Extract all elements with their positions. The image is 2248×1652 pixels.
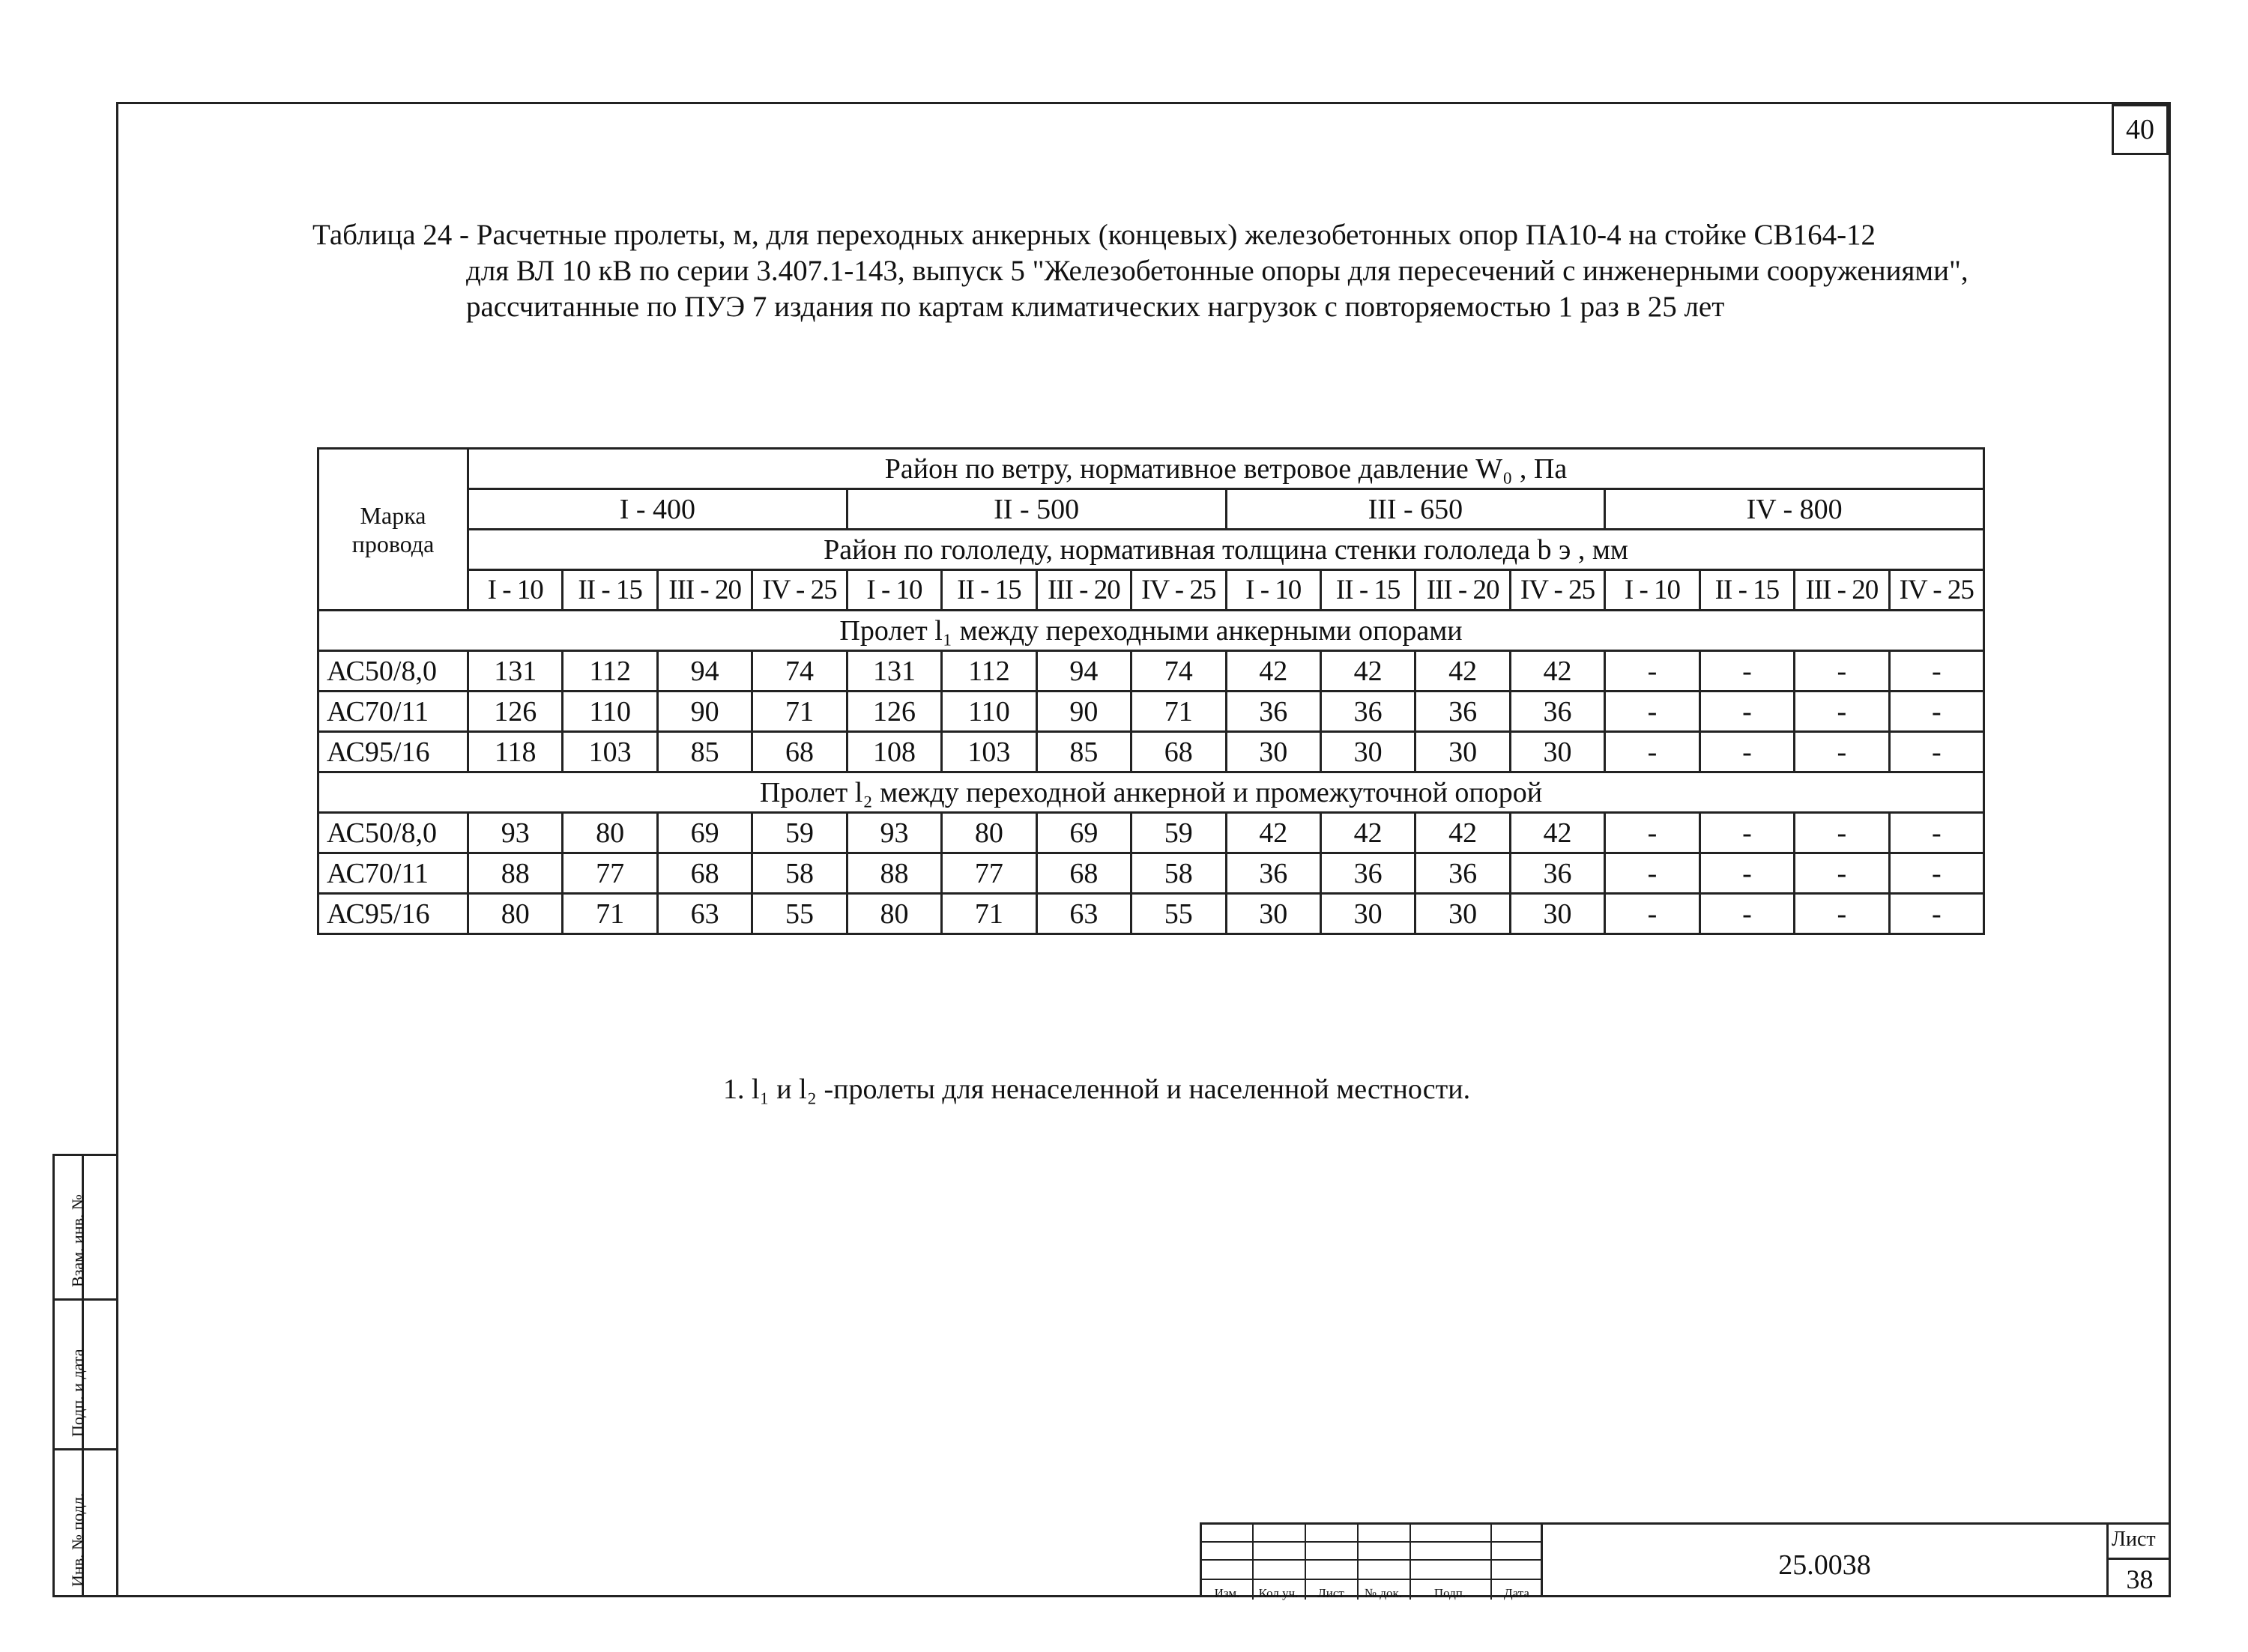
ice-region: III - 20 — [657, 570, 752, 611]
span-value-cell: 71 — [942, 894, 1036, 934]
span-value-cell: 59 — [1131, 813, 1226, 853]
span-value-cell: - — [1605, 853, 1699, 894]
span-value-cell: - — [1795, 692, 1889, 732]
stamp-column-label: Кол.уч. — [1258, 1586, 1299, 1600]
ice-region: IV - 25 — [752, 570, 847, 611]
table-row — [318, 853, 1984, 894]
span-value-cell: 131 — [468, 651, 563, 692]
caption-line-1: Таблица 24 - Расчетные пролеты, м, для переходных анкерных (концевых) железобетонных опор ПА10-4 на стойке СВ164-12 — [312, 219, 1876, 251]
span-value-cell: 30 — [1415, 732, 1510, 772]
span-value-cell: 30 — [1320, 894, 1415, 934]
span-value-cell: 68 — [1036, 853, 1131, 894]
span-value-cell: 126 — [847, 692, 941, 732]
span-value-cell: 88 — [468, 853, 563, 894]
ice-region: III - 20 — [1036, 570, 1131, 611]
span-value-cell: 59 — [752, 813, 847, 853]
span-value-cell: 42 — [1320, 651, 1415, 692]
span-value-cell: - — [1605, 651, 1699, 692]
span-value-cell: 42 — [1510, 651, 1604, 692]
span-value-cell: 126 — [468, 692, 563, 732]
document-code: 25.0038 — [1778, 1549, 1871, 1581]
span-value-cell: - — [1605, 813, 1699, 853]
span-value-cell: 42 — [1226, 651, 1320, 692]
span-value-cell: 80 — [942, 813, 1036, 853]
span-value-cell: 30 — [1415, 894, 1510, 934]
ice-region: II - 15 — [1699, 570, 1794, 611]
span-value-cell: - — [1889, 732, 1983, 772]
wind-region: III - 650 — [1226, 489, 1605, 530]
revision-grid — [1200, 1522, 1541, 1600]
span-value-cell: 55 — [1131, 894, 1226, 934]
span-value-cell: 112 — [942, 651, 1036, 692]
span-value-cell: 71 — [563, 894, 657, 934]
span-value-cell: 77 — [563, 853, 657, 894]
stamp-column-label: Подп. — [1433, 1586, 1466, 1600]
span-value-cell: 74 — [1131, 651, 1226, 692]
span-value-cell: 36 — [1320, 853, 1415, 894]
span-value-cell: 68 — [657, 853, 752, 894]
span-value-cell: 36 — [1320, 692, 1415, 732]
span-value-cell: 90 — [657, 692, 752, 732]
span-value-cell: 69 — [1036, 813, 1131, 853]
table-row — [318, 813, 1984, 853]
span-value-cell: 36 — [1415, 692, 1510, 732]
span-value-cell: 30 — [1510, 894, 1604, 934]
span-value-cell: 36 — [1226, 692, 1320, 732]
span-value-cell: 36 — [1510, 853, 1604, 894]
span-value-cell: 131 — [847, 651, 941, 692]
title-block — [1200, 1522, 2171, 1600]
span-value-cell: - — [1699, 853, 1794, 894]
ice-region: I - 10 — [847, 570, 941, 611]
span-value-cell: - — [1889, 853, 1983, 894]
side-stamp — [52, 1154, 116, 1597]
side-stamp-cell — [55, 1156, 116, 1301]
ice-region: II - 15 — [942, 570, 1036, 611]
wind-regions-row — [318, 489, 1984, 530]
span-value-cell: - — [1795, 732, 1889, 772]
span-value-cell: 112 — [563, 651, 657, 692]
span-value-cell: - — [1699, 732, 1794, 772]
stamp-column-label: Дата — [1504, 1586, 1529, 1600]
span-value-cell: - — [1795, 813, 1889, 853]
ice-region: I - 10 — [1226, 570, 1320, 611]
span-value-cell: - — [1605, 732, 1699, 772]
span-value-cell: - — [1795, 894, 1889, 934]
wind-region: II - 500 — [847, 489, 1226, 530]
side-stamp-cell — [55, 1448, 116, 1597]
stamp-column-label: № док. — [1364, 1586, 1403, 1600]
wind-region: I - 400 — [468, 489, 847, 530]
wire-mark-cell: АС70/11 — [318, 853, 468, 894]
span-value-cell: - — [1889, 692, 1983, 732]
wind-header: Район по ветру, нормативное ветровое давление W₀ , Па — [468, 449, 1984, 489]
ice-regions-row — [318, 570, 1984, 611]
span-value-cell: 36 — [1415, 853, 1510, 894]
span-value-cell: - — [1889, 894, 1983, 934]
span-value-cell: 42 — [1510, 813, 1604, 853]
span-value-cell: 68 — [752, 732, 847, 772]
ice-region: I - 10 — [468, 570, 563, 611]
span-value-cell: - — [1699, 894, 1794, 934]
wire-mark-cell: АС50/8,0 — [318, 651, 468, 692]
ice-region: IV - 25 — [1889, 570, 1983, 611]
span-value-cell: 118 — [468, 732, 563, 772]
span-value-cell: 103 — [563, 732, 657, 772]
span-value-cell: 80 — [563, 813, 657, 853]
span-value-cell: 74 — [752, 651, 847, 692]
span-value-cell: - — [1699, 651, 1794, 692]
wire-mark-cell: АС95/16 — [318, 894, 468, 934]
sheet-label: Лист — [2112, 1528, 2156, 1551]
mark-header: Марка провода — [318, 449, 468, 611]
span-value-cell: 42 — [1415, 813, 1510, 853]
side-stamp-label: Взам. инв. № — [68, 1194, 87, 1287]
span-value-cell: 94 — [1036, 651, 1131, 692]
section-1-rows — [318, 651, 1984, 772]
table-row — [318, 692, 1984, 732]
section-1-title: Пролет l₁ между переходными анкерными опорами — [318, 611, 1984, 651]
span-value-cell: 55 — [752, 894, 847, 934]
wind-region: IV - 800 — [1605, 489, 1984, 530]
span-value-cell: 85 — [1036, 732, 1131, 772]
table-caption — [312, 217, 2111, 325]
span-value-cell: 30 — [1226, 894, 1320, 934]
ice-region: I - 10 — [1605, 570, 1699, 611]
span-value-cell: - — [1889, 651, 1983, 692]
sheet-separator — [2109, 1558, 2171, 1560]
stamp-column-label: Изм. — [1214, 1586, 1240, 1600]
span-value-cell: 36 — [1226, 853, 1320, 894]
span-value-cell: 71 — [1131, 692, 1226, 732]
caption-line-2: для ВЛ 10 кВ по серии 3.407.1-143, выпуск 5 "Железобетонные опоры для пересечений с инженерными сооружениями", — [466, 255, 1968, 287]
sheet-number: 38 — [2126, 1564, 2154, 1594]
section-2-rows — [318, 813, 1984, 934]
sheet-cell — [2106, 1522, 2171, 1597]
span-value-cell: 110 — [942, 692, 1036, 732]
span-value-cell: 58 — [752, 853, 847, 894]
span-value-cell: - — [1605, 894, 1699, 934]
span-value-cell: - — [1699, 692, 1794, 732]
span-value-cell: 90 — [1036, 692, 1131, 732]
ice-region: II - 15 — [1320, 570, 1415, 611]
table-row — [318, 894, 1984, 934]
span-value-cell: 88 — [847, 853, 941, 894]
ice-region: IV - 25 — [1131, 570, 1226, 611]
span-value-cell: 93 — [847, 813, 941, 853]
span-value-cell: 58 — [1131, 853, 1226, 894]
stamp-column-label: Лист — [1317, 1586, 1344, 1600]
ice-region: II - 15 — [563, 570, 657, 611]
span-value-cell: 77 — [942, 853, 1036, 894]
span-value-cell: 103 — [942, 732, 1036, 772]
side-stamp-label: Инв. № подл. — [68, 1492, 87, 1587]
ice-region: IV - 25 — [1510, 570, 1604, 611]
caption-line-3: рассчитанные по ПУЭ 7 издания по картам климатических нагрузок с повторяемостью 1 раз в 25 лет — [466, 291, 1725, 323]
span-value-cell: - — [1795, 651, 1889, 692]
footnote: 1. l₁ и l₂ -пролеты для ненаселенной и населенной местности. — [723, 1074, 1471, 1105]
span-value-cell: 63 — [657, 894, 752, 934]
span-value-cell: 42 — [1226, 813, 1320, 853]
span-value-cell: - — [1605, 692, 1699, 732]
ice-region: III - 20 — [1795, 570, 1889, 611]
table-row — [318, 651, 1984, 692]
span-value-cell: 80 — [847, 894, 941, 934]
span-value-cell: 30 — [1510, 732, 1604, 772]
document-code-cell — [1541, 1522, 2106, 1597]
span-value-cell: 36 — [1510, 692, 1604, 732]
span-value-cell: 42 — [1320, 813, 1415, 853]
span-value-cell: 42 — [1415, 651, 1510, 692]
span-value-cell: 63 — [1036, 894, 1131, 934]
side-stamp-cell — [55, 1298, 116, 1450]
wire-mark-cell: АС70/11 — [318, 692, 468, 732]
wire-mark-cell: АС95/16 — [318, 732, 468, 772]
span-value-cell: - — [1889, 813, 1983, 853]
span-value-cell: 85 — [657, 732, 752, 772]
span-value-cell: 30 — [1320, 732, 1415, 772]
page-number: 40 — [2112, 104, 2169, 155]
span-value-cell: 80 — [468, 894, 563, 934]
span-value-cell: 108 — [847, 732, 941, 772]
span-value-cell: - — [1699, 813, 1794, 853]
span-value-cell: 94 — [657, 651, 752, 692]
table-row — [318, 732, 1984, 772]
span-value-cell: 110 — [563, 692, 657, 732]
span-value-cell: 71 — [752, 692, 847, 732]
span-value-cell: - — [1795, 853, 1889, 894]
wire-mark-cell: АС50/8,0 — [318, 813, 468, 853]
span-table — [317, 447, 1985, 935]
section-2-title: Пролет l₂ между переходной анкерной и промежуточной опорой — [318, 772, 1984, 813]
span-value-cell: 69 — [657, 813, 752, 853]
ice-region: III - 20 — [1415, 570, 1510, 611]
span-value-cell: 68 — [1131, 732, 1226, 772]
span-value-cell: 30 — [1226, 732, 1320, 772]
ice-header: Район по гололеду, нормативная толщина стенки гололеда b э , мм — [468, 530, 1984, 570]
side-stamp-label: Подп. и дата — [68, 1349, 87, 1437]
span-value-cell: 93 — [468, 813, 563, 853]
